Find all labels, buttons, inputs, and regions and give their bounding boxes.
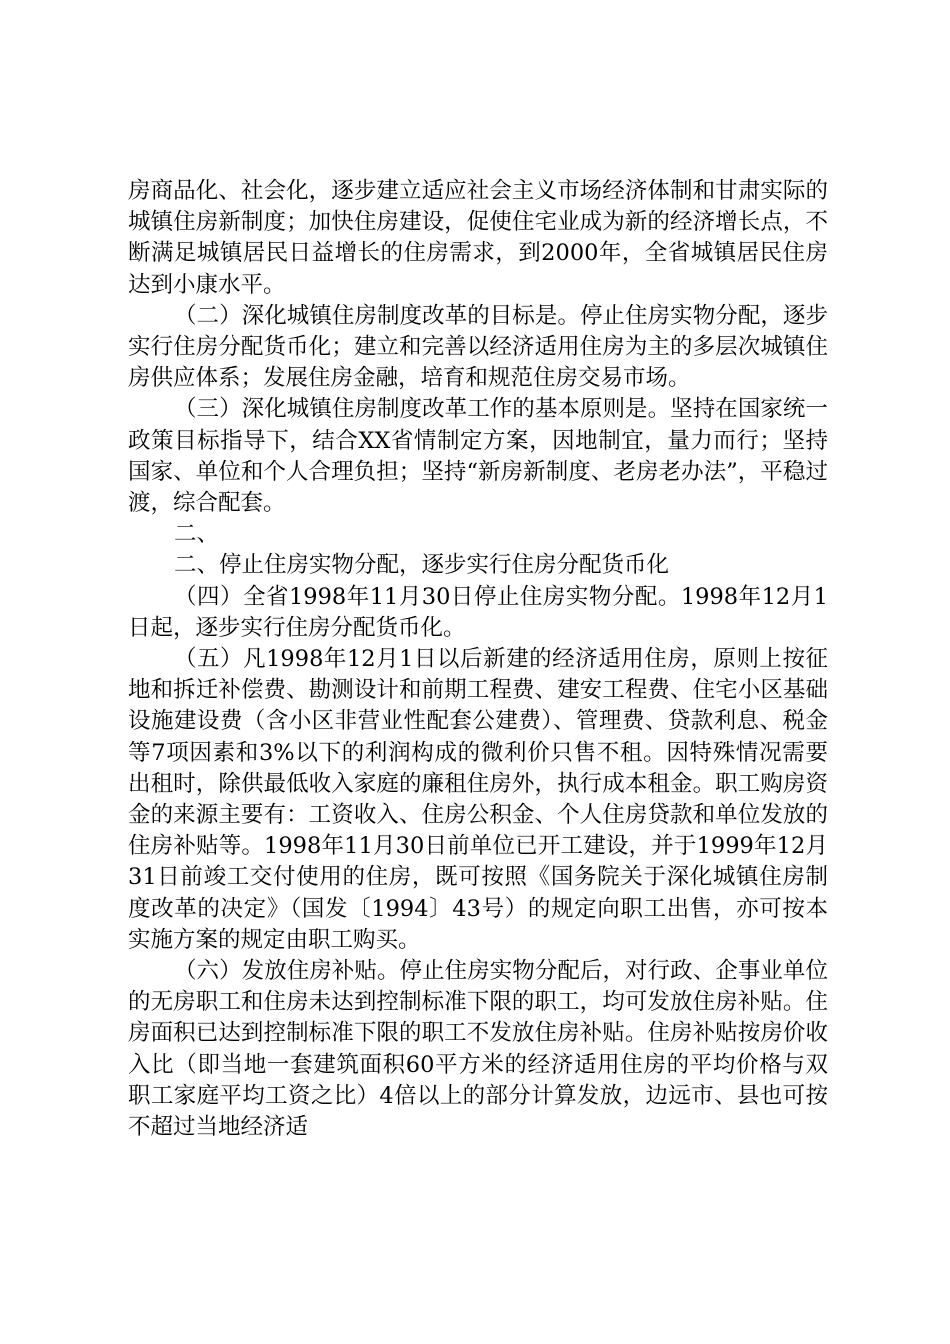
section-heading: 二、停止住房实物分配，逐步实行住房分配货币化 (174, 552, 670, 579)
paragraph: （三）深化城镇住房制度改革工作的基本原则是。坚持在国家统一政策目标指导下，结合XX省情制定方案，因地制宜，量力而行；坚持国家、单位和个人合理负担；坚持“新房新制度、老房老办法”，平稳过渡，综合配套。 (128, 396, 828, 517)
paragraph: （六）发放住房补贴。停止住房实物分配后，对行政、企事业单位的无房职工和住房未达到控制标准下限的职工，均可发放住房补贴。住房面积已达到控制标准下限的职工不发放住房补贴。住房补贴按房价收入比（即当地一套建筑面积60平方米的经济适用住房的平均价格与双职工家庭平均工资之比）4倍以上的部分计算发放，边远市、县也可按不超过当地经济适 (128, 958, 828, 1141)
paragraph: （二）深化城镇住房制度改革的目标是。停止住房实物分配，逐步实行住房分配货币化；建立和完善以经济适用住房为主的多层次城镇住房供应体系；发展住房金融，培育和规范住房交易市场。 (128, 302, 828, 392)
paragraph: （五）凡1998年12月1日以后新建的经济适用住房，原则上按征地和拆迁补偿费、勘测设计和前期工程费、建安工程费、住宅小区基础设施建设费（含小区非营业性配套公建费）、管理费、贷款利息、税金等7项因素和3%以下的利润构成的微利价只售不租。因特殊情况需要出租时，除供最低收入家庭的廉租住房外，执行成本租金。职工购房资金的来源主要有：工资收入、住房公积金、个人住房贷款和单位发放的住房补贴等。1998年11月30日前单位已开工建设，并于1999年12月31日前竣工交付使用的住房，既可按照《国务院关于深化城镇住房制度改革的决定》（国发〔1994〕43号）的规定向职工出售，亦可按本实施方案的规定由职工购买。 (128, 646, 828, 953)
paragraph: 房商品化、社会化，逐步建立适应社会主义市场经济体制和甘肃实际的城镇住房新制度；加快住房建设，促使住宅业成为新的经济增长点，不断满足城镇居民日益增长的住房需求，到2000年，全省城镇居民住房达到小康水平。 (128, 178, 828, 298)
paragraph: （四）全省1998年11月30日停止住房实物分配。1998年12月1日起，逐步实行住房分配货币化。 (128, 583, 828, 641)
document-body (128, 176, 828, 1143)
section-heading: 二、 (174, 521, 220, 548)
